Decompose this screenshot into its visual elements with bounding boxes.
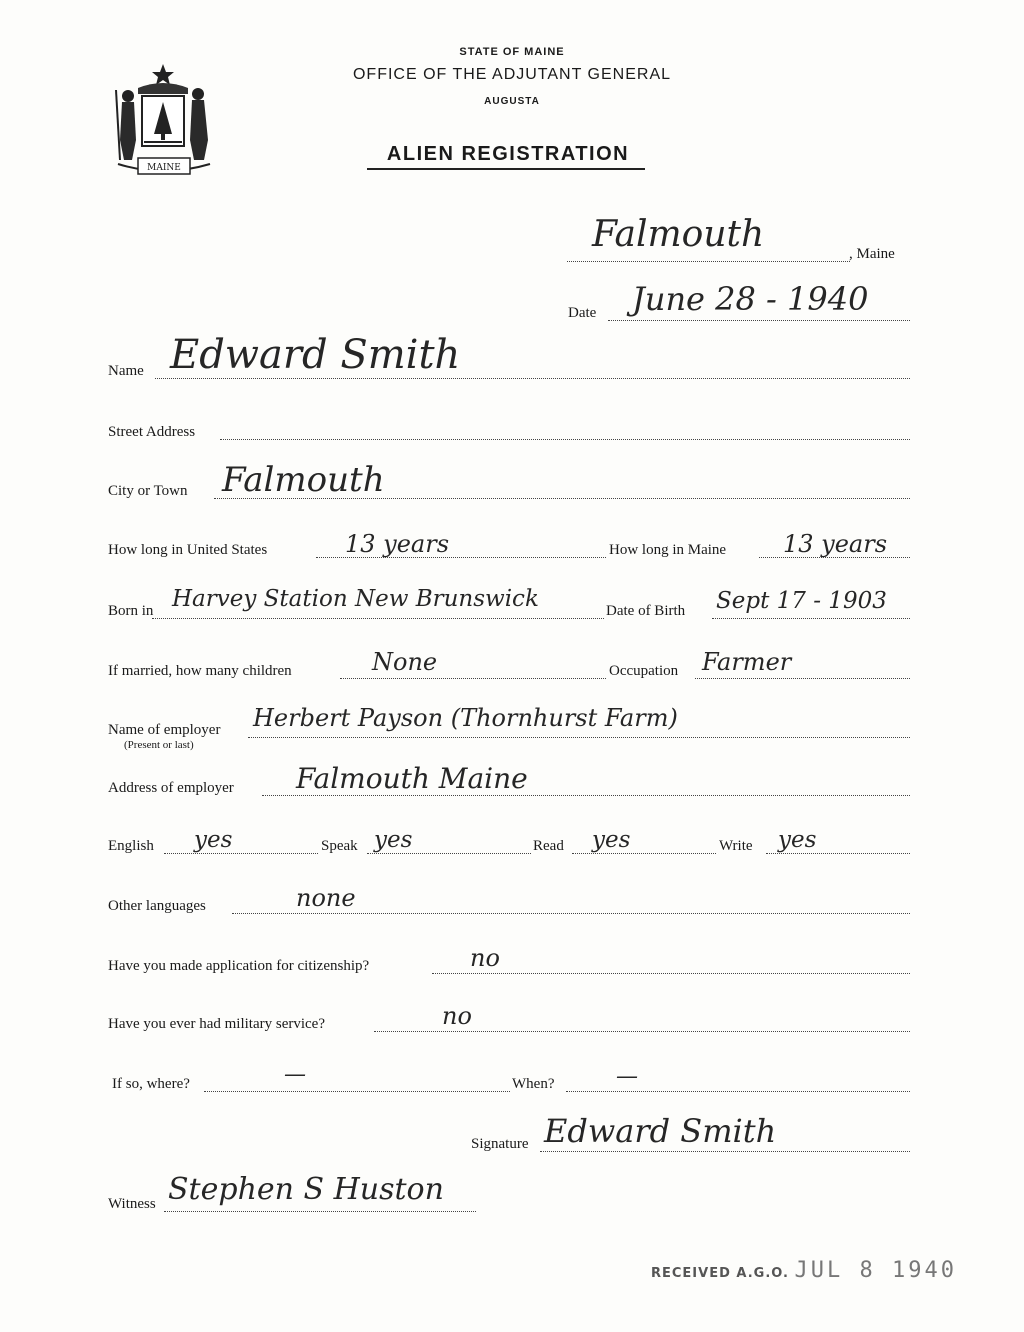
born-in-label: Born in xyxy=(108,603,154,619)
form-title: ALIEN REGISTRATION xyxy=(386,143,630,165)
where-value: — xyxy=(284,1062,306,1087)
read-label: Read xyxy=(533,838,564,854)
military-dotted-line xyxy=(374,1031,910,1032)
citizenship-label: Have you made application for citizenship? xyxy=(108,958,370,974)
city-heading: AUGUSTA xyxy=(484,96,540,107)
children-value: None xyxy=(372,648,438,676)
date-value: June 28 - 1940 xyxy=(632,280,869,318)
english-dotted-line xyxy=(164,853,318,854)
citizenship-dotted-line xyxy=(432,973,910,974)
employer-address-label: Address of employer xyxy=(108,780,234,796)
employer-dotted-line xyxy=(248,737,910,738)
date-label: Date xyxy=(568,305,597,321)
write-dotted-line xyxy=(766,853,910,854)
employer-address-dotted-line xyxy=(262,795,910,796)
where-dotted-line xyxy=(204,1091,510,1092)
witness-label: Witness xyxy=(108,1196,156,1212)
speak-label: Speak xyxy=(321,838,358,854)
when-label: When? xyxy=(512,1076,555,1092)
occupation-label: Occupation xyxy=(609,663,679,679)
occupation-dotted-line xyxy=(695,678,910,679)
street-dotted-line xyxy=(220,439,910,440)
other-languages-value: none xyxy=(296,884,356,912)
citizenship-value: no xyxy=(470,944,500,972)
place-dotted-line xyxy=(567,261,850,262)
place-label: , Maine xyxy=(849,246,895,262)
signature-label: Signature xyxy=(471,1136,529,1152)
signature-value: Edward Smith xyxy=(544,1112,777,1150)
witness-value: Stephen S Huston xyxy=(168,1172,444,1207)
witness-dotted-line xyxy=(164,1211,476,1212)
born-in-dotted-line xyxy=(152,618,604,619)
us-duration-label: How long in United States xyxy=(108,542,268,558)
maine-duration-value: 13 years xyxy=(783,530,888,558)
us-duration-value: 13 years xyxy=(345,530,450,558)
maine-duration-label: How long in Maine xyxy=(609,542,727,558)
write-label: Write xyxy=(719,838,753,854)
city-label: City or Town xyxy=(108,483,188,499)
write-value: yes xyxy=(778,827,817,853)
other-languages-label: Other languages xyxy=(108,898,206,914)
military-label: Have you ever had military service? xyxy=(108,1016,325,1032)
svg-text:MAINE: MAINE xyxy=(147,163,181,173)
date-dotted-line xyxy=(608,320,910,321)
employer-label: Name of employer xyxy=(108,722,221,738)
birth-date-dotted-line xyxy=(712,618,910,619)
received-stamp xyxy=(651,1258,957,1283)
name-label: Name xyxy=(108,363,144,379)
speak-value: yes xyxy=(374,827,413,853)
birth-date-label: Date of Birth xyxy=(606,603,686,619)
signature-dotted-line xyxy=(540,1151,910,1152)
city-value: Falmouth xyxy=(222,460,385,500)
office-heading: OFFICE OF THE ADJUTANT GENERAL xyxy=(352,66,672,83)
read-dotted-line xyxy=(572,853,716,854)
name-dotted-line xyxy=(155,378,910,379)
speak-dotted-line xyxy=(367,853,531,854)
when-value: — xyxy=(616,1064,638,1089)
english-label: English xyxy=(108,838,154,854)
street-label: Street Address xyxy=(108,424,196,440)
birth-date-value: Sept 17 - 1903 xyxy=(716,588,887,614)
received-stamp-text: RECEIVED A.G.O. xyxy=(651,1266,789,1281)
employer-address-value: Falmouth Maine xyxy=(296,762,528,795)
received-stamp-date: JUL 8 1940 xyxy=(794,1258,957,1283)
employer-value: Herbert Payson (Thornhurst Farm) xyxy=(253,704,678,732)
occupation-value: Farmer xyxy=(702,648,792,676)
military-value: no xyxy=(442,1002,472,1030)
children-label: If married, how many children xyxy=(108,663,292,679)
title-underline xyxy=(367,168,645,170)
employer-sublabel: (Present or last) xyxy=(124,739,194,751)
english-value: yes xyxy=(194,827,233,853)
other-languages-dotted-line xyxy=(232,913,910,914)
children-dotted-line xyxy=(340,678,606,679)
born-in-value: Harvey Station New Brunswick xyxy=(172,586,539,612)
place-value: Falmouth xyxy=(592,214,765,255)
name-value: Edward Smith xyxy=(170,332,461,378)
when-dotted-line xyxy=(566,1091,910,1092)
read-value: yes xyxy=(592,827,631,853)
state-heading: STATE OF MAINE xyxy=(459,46,565,58)
where-label: If so, where? xyxy=(112,1076,190,1092)
